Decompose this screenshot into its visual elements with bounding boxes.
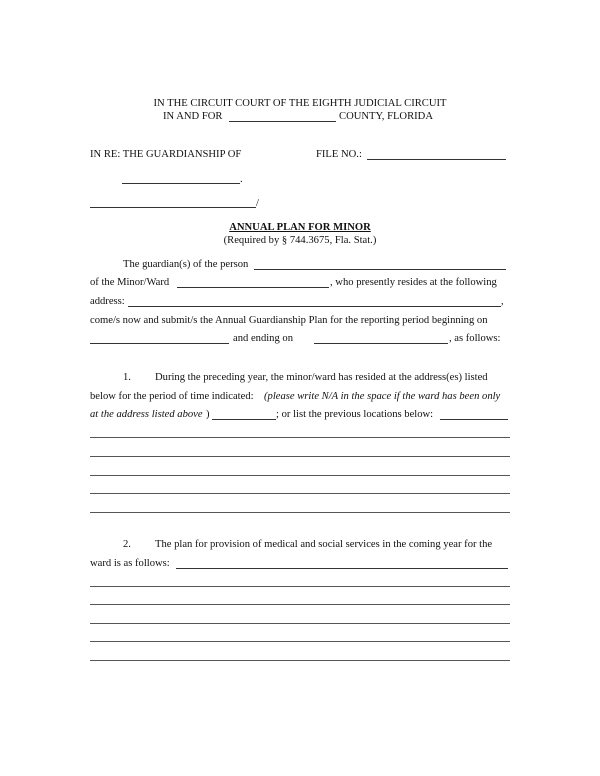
- section1-na-instruction-cont: at the address listed above: [90, 409, 203, 420]
- section1-line2: below for the period of time indicated:: [90, 391, 254, 402]
- section2-answer-line[interactable]: [90, 604, 510, 605]
- form-subtitle: (Required by § 744.3675, Fla. Stat.): [223, 235, 377, 246]
- section2-answer-line[interactable]: [90, 623, 510, 624]
- ward-name-blank[interactable]: [122, 183, 240, 184]
- section2-line1: The plan for provision of medical and social services in the coming year for the: [155, 539, 493, 550]
- section1-answer-line[interactable]: [90, 493, 510, 494]
- minor-ward-label: of the Minor/Ward: [90, 277, 170, 288]
- county-line-prefix: IN AND FOR: [163, 111, 223, 122]
- file-no-label: FILE NO.:: [316, 149, 362, 160]
- county-blank[interactable]: [229, 121, 336, 122]
- period-end-blank[interactable]: [314, 343, 448, 344]
- section2-number: 2.: [123, 539, 131, 550]
- guardian-label: The guardian(s) of the person: [123, 259, 249, 270]
- address-label: address:: [90, 296, 125, 307]
- resides-text: , who presently resides at the following: [330, 277, 497, 288]
- section2-line2: ward is as follows:: [90, 558, 170, 569]
- file-no-blank[interactable]: [367, 159, 506, 160]
- form-title: ANNUAL PLAN FOR MINOR: [229, 222, 371, 233]
- section2-answer-line[interactable]: [90, 660, 510, 661]
- section2-answer-line[interactable]: [90, 586, 510, 587]
- section1-line1: During the preceding year, the minor/ward has resided at the address(es) listed: [155, 372, 488, 383]
- section2-first-blank[interactable]: [176, 568, 508, 569]
- section1-list-blank[interactable]: [440, 419, 508, 420]
- address-blank[interactable]: [128, 306, 501, 307]
- caption-slash: /: [256, 198, 259, 209]
- county-line-suffix: COUNTY, FLORIDA: [339, 111, 433, 122]
- guardian-name-blank[interactable]: [254, 269, 506, 270]
- section1-number: 1.: [123, 372, 131, 383]
- section2-answer-line[interactable]: [90, 641, 510, 642]
- in-re-label: IN RE: THE GUARDIANSHIP OF: [90, 149, 242, 160]
- section1-answer-line[interactable]: [90, 475, 510, 476]
- section1-na-instruction: (please write N/A in the space if the ward has been only: [264, 391, 501, 402]
- ending-on-label: and ending on: [233, 333, 294, 344]
- ward-name-period: .: [240, 174, 243, 185]
- section1-list-text: ; or list the previous locations below:: [276, 409, 434, 420]
- address-comma: ,: [501, 296, 504, 307]
- caption-close-line: [90, 207, 256, 208]
- reporting-period-text: come/s now and submit/s the Annual Guardianship Plan for the reporting period beginning on: [90, 315, 488, 326]
- section1-answer-line[interactable]: [90, 437, 510, 438]
- period-begin-blank[interactable]: [90, 343, 229, 344]
- section1-paren: ): [206, 409, 210, 420]
- minor-ward-blank[interactable]: [177, 287, 329, 288]
- court-heading: IN THE CIRCUIT COURT OF THE EIGHTH JUDICIAL CIRCUIT: [153, 98, 447, 109]
- section1-answer-line[interactable]: [90, 456, 510, 457]
- as-follows-text: , as follows:: [449, 333, 501, 344]
- section1-answer-line[interactable]: [90, 512, 510, 513]
- section1-na-blank[interactable]: [212, 419, 276, 420]
